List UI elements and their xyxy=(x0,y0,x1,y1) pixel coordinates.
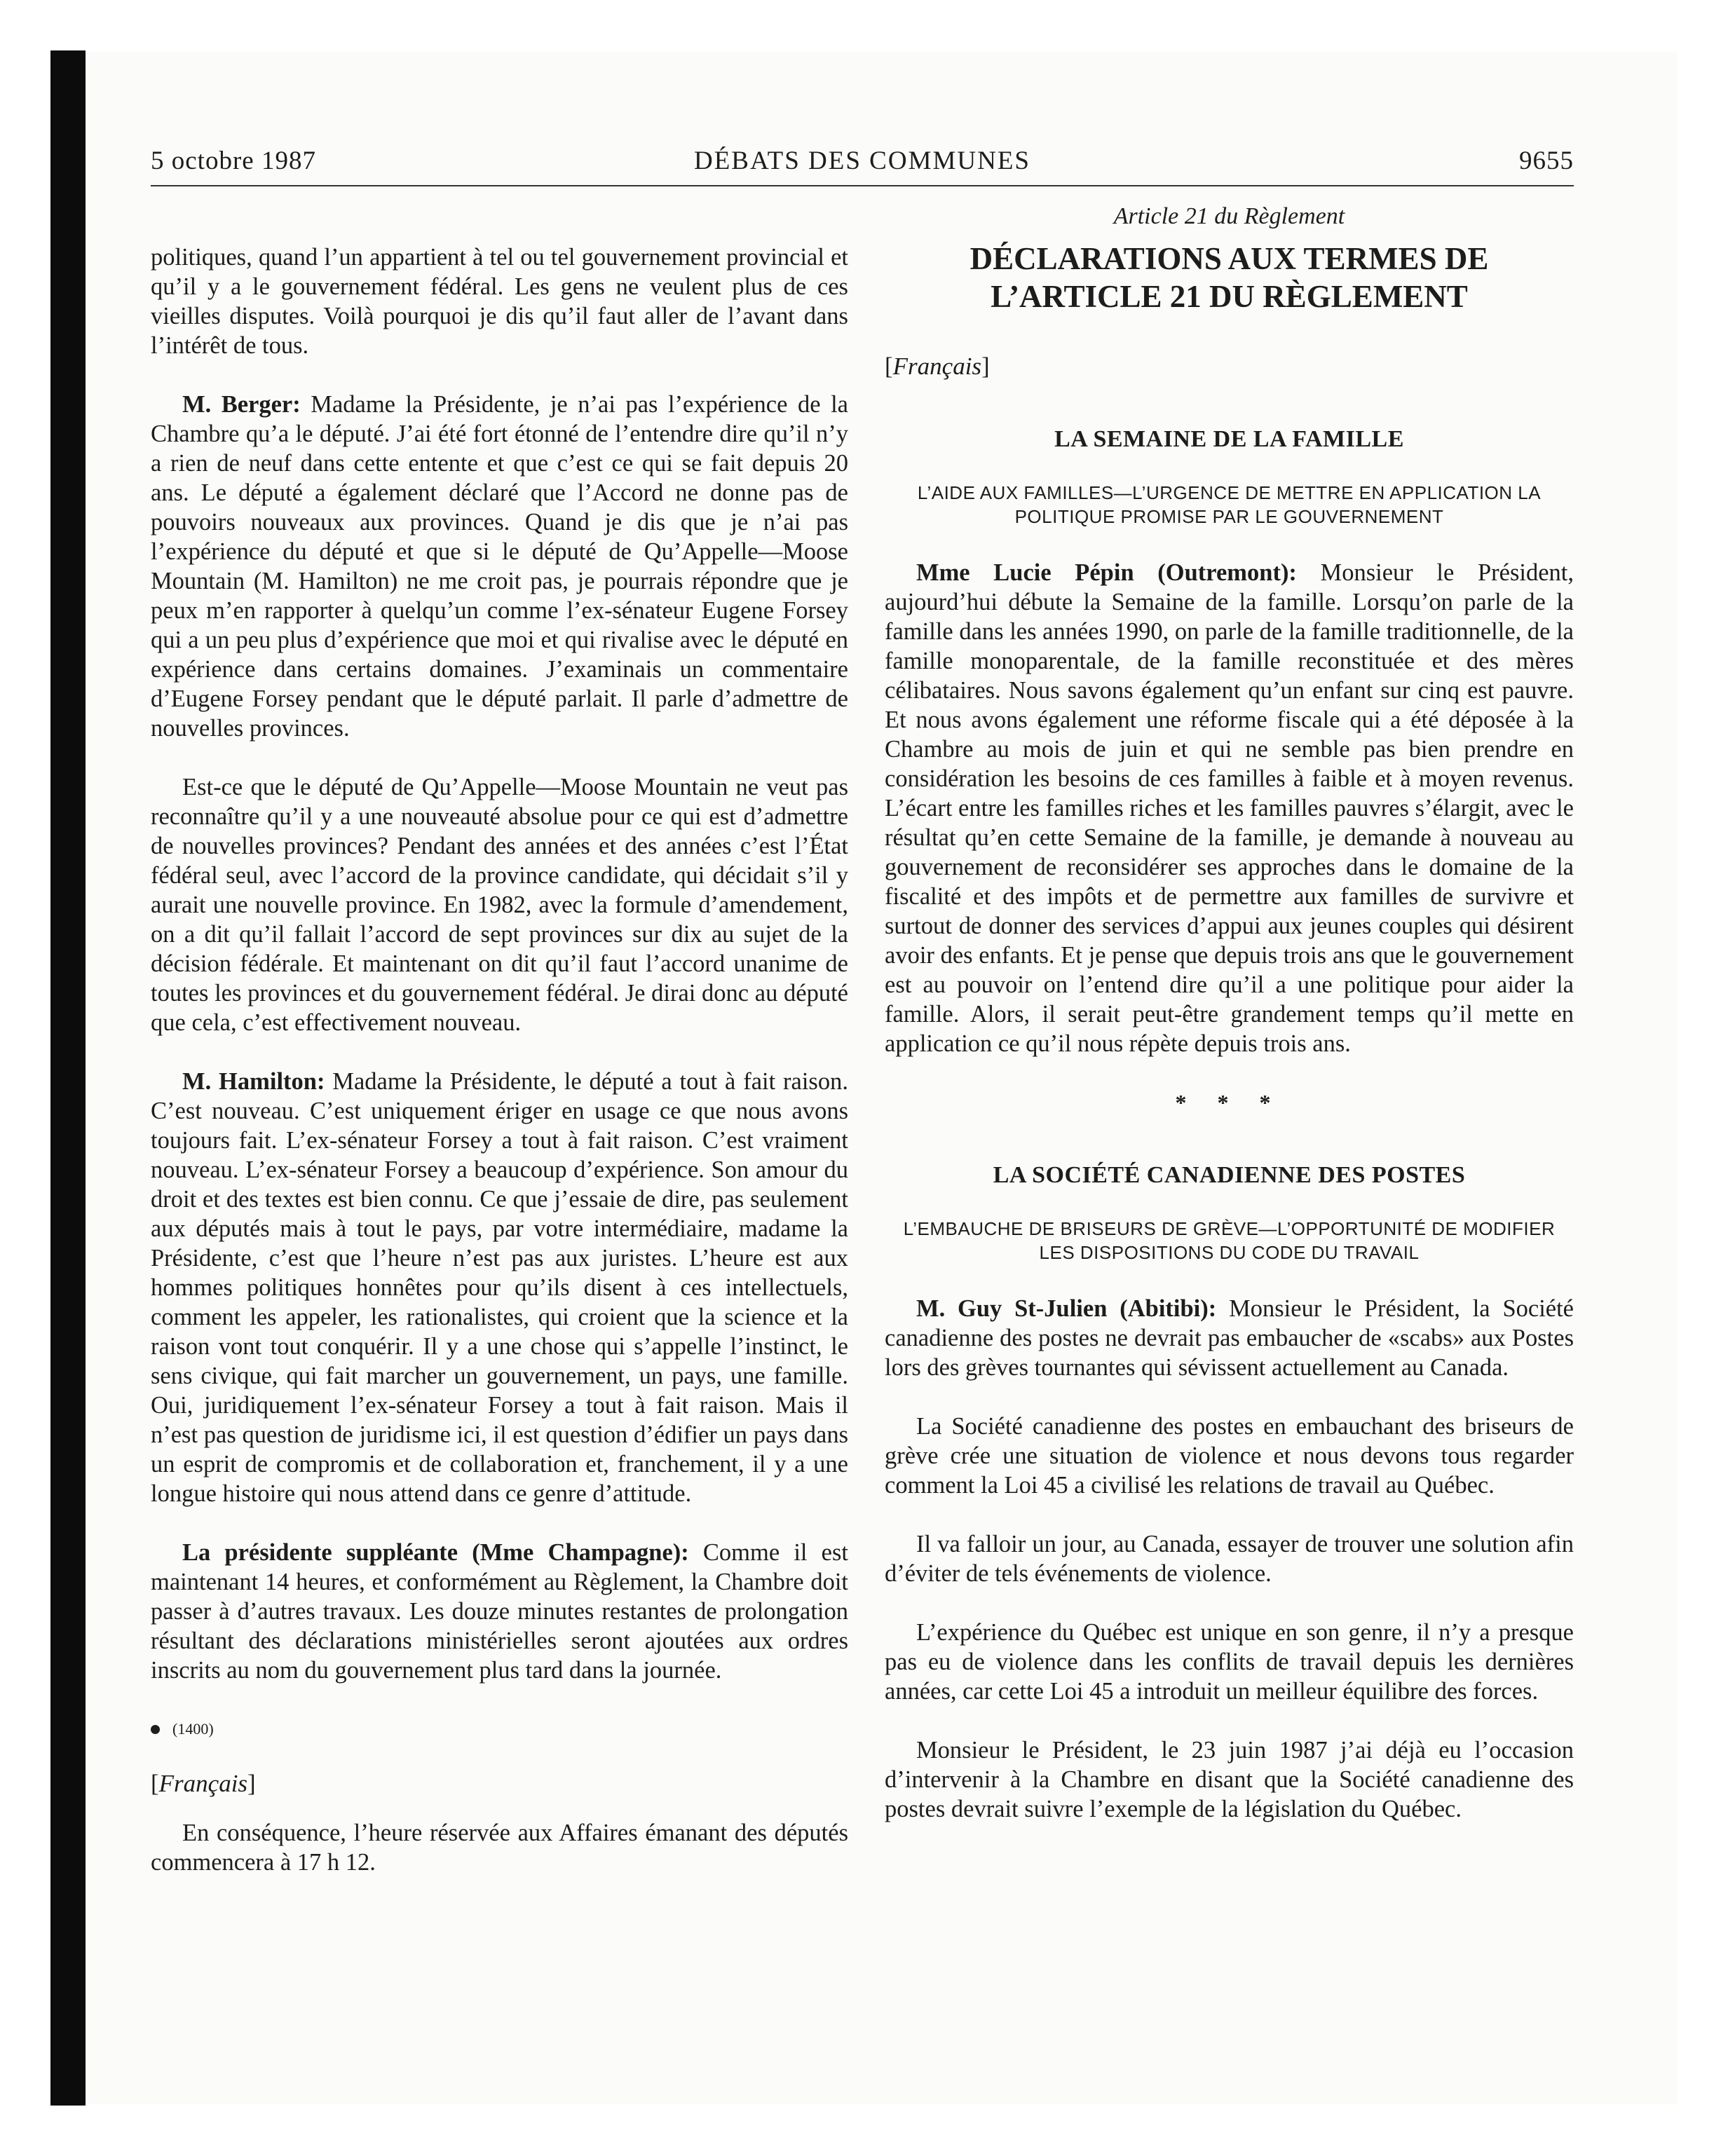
paragraph: En conséquence, l’heure réservée aux Affaires émanant des députés commencera à 17 h 12. xyxy=(151,1820,848,1876)
speaker-name: Mme Lucie Pépin (Outremont): xyxy=(916,559,1297,586)
speech-text: Madame la Présidente, je n’ai pas l’expérience de la Chambre qu’a le député. J’ai été fort étonné de l’entendre dire qu’il n’y a rien de neuf dans cette entente et que c’est ce qui se fait depuis 20 ans. Le député a également déclaré que l’Accord ne donne pas de pouvoirs nouveaux aux provinces. Quand je dis que je n’ai pas l’expérience du député et que si le député de Qu’Appelle—Moose Mountain (M. Hamilton) ne me croit pas, je pourrais répondre que je peux m’en rapporter à quelqu’un comme l’ex-sénateur Eugene Forsey qui a un peu plus d’expérience que moi et qui rivalise avec le député en expérience dans certains domaines. J’examinais un commentaire d’Eugene Forsey pendant que le député parlait. Il parle d’admettre de nouvelles provinces. xyxy=(151,391,848,742)
paragraph: Est-ce que le député de Qu’Appelle—Moose Mountain ne veut pas reconnaître qu’il y a une nouveauté absolue pour ce qui est d’admettre de nouvelles provinces? Pendant des années et des années c’est l’État fédéral seul, avec l’accord de la province candidate, qui décidait s’il y aurait une nouvelle province. En 1982, avec la formule d’amendement, on a dit qu’il fallait l’accord de sept provinces sur dix au sujet de la décision fédérale. Et maintenant on dit qu’il faut l’accord unanime de toutes les provinces et du gouvernement fédéral. Je dirai donc au député que cela, c’est effectivement nouveau. xyxy=(151,774,848,1036)
topic-title: LA SEMAINE DE LA FAMILLE xyxy=(1054,426,1404,452)
speech-text: Monsieur le Président, aujourd’hui débute la Semaine de la famille. Lorsqu’on parle de la famille dans les années 1990, on parle de la famille traditionnelle, de la famille monoparentale, de la famille reconstituée et des mères célibataires. Nous savons également qu’un enfant sur cinq est pauvre. Et nous avons également une réforme fiscale qui a été déposée à la Chambre au mois de juin et qui ne semble pas bien prendre en considération les besoins de ces familles à faible et à moyen revenus. L’écart entre les familles riches et les familles pauvres s’élargit, avec le résultat qu’en cette Semaine de la famille, je demande à nouveau au gouvernement de reconsidérer ses approches dans le domaine de la fiscalité et des impôts et de permettre aux familles de survivre et surtout de donner des services d’appui aux jeunes couples qui désirent avoir des enfants. Et je pense que depuis trois ans que le gouvernement est au pouvoir on l’entend dire qu’il a une politique pour aider la famille. Alors, il serait peut-être grandement temps qu’il mette en application ce qu’il nous répète depuis trois ans. xyxy=(885,559,1574,1057)
paragraph: politiques, quand l’un appartient à tel ou tel gouvernement provincial et qu’il y a le gouvernement fédéral. Les gens ne veulent plus de ces vieilles disputes. Voilà pourquoi je dis qu’il faut aller de l’avant dans l’intérêt de tous. xyxy=(151,244,848,359)
paragraph: L’expérience du Québec est unique en son genre, il n’y a presque pas eu de violence dans les conflits de travail depuis les dernières années, car cette Loi 45 a introduit un meilleur équilibre des forces. xyxy=(885,1619,1574,1705)
speaker-name: M. Berger: xyxy=(182,391,301,418)
right-column xyxy=(885,202,1574,1853)
speaker-name: M. Guy St-Julien (Abitibi): xyxy=(916,1295,1217,1322)
topic-title: LA SOCIÉTÉ CANADIENNE DES POSTES xyxy=(993,1162,1466,1188)
time-marker xyxy=(151,1714,848,1744)
speech-hamilton xyxy=(151,1067,848,1508)
speech-st-julien xyxy=(885,1294,1574,1382)
speech-text: Monsieur le Président, la Société canadienne des postes ne devrait pas embaucher de «scabs» aux Postes lors des grèves tournantes qui sévissent actuellement au Canada. xyxy=(885,1295,1574,1381)
language-tag: [Français] xyxy=(151,1770,256,1797)
topic-subtitle: L’AIDE AUX FAMILLES—L’URGENCE DE METTRE EN APPLICATION LA POLITIQUE PROMISE PAR LE GOUVERNEMENT xyxy=(917,482,1542,527)
header-page-number: 9655 xyxy=(1519,146,1574,175)
speech-text: Madame la Présidente, le député a tout à fait raison. C’est nouveau. C’est uniquement ériger en usage ce que nous avons toujours fait. L’ex-sénateur Forsey a tout à fait raison. C’est vraiment nouveau. L’ex-sénateur Forsey a beaucoup d’expérience. Son amour du droit et des textes est bien connu. Ce que j’essaie de dire, pas seulement aux députés mais à tout le pays, par votre intermédiaire, madame la Présidente, c’est que l’heure n’est pas aux juristes. L’heure est aux hommes politiques honnêtes pour qu’ils disent à ces intellectuels, comment les appeler, les rationalistes, qui croient que la science et la raison vont tout conquérir. Il y a une chose qui s’appelle l’instinct, le sens civique, qui fait marcher un gouvernement, un pays, une famille. Oui, juridiquement l’ex-sénateur Forsey a tout à fait raison. Mais il n’est pas question de juridisme ici, il est question d’édifier un pays dans un esprit de compromis et de collaboration et, franchement, il y a une longue histoire qui nous attend dans ce genre d’attitude. xyxy=(151,1068,848,1507)
speech-presidente xyxy=(151,1538,848,1685)
language-tag-text: Français xyxy=(158,1770,248,1797)
speech-berger xyxy=(151,390,848,743)
article-reference: Article 21 du Règlement xyxy=(1113,203,1345,229)
left-column xyxy=(151,243,848,1906)
paragraph: Monsieur le Président, le 23 juin 1987 j’ai déjà eu l’occasion d’intervenir à la Chambre en disant que la Société canadienne des postes devrait suivre l’exemple de la législation du Québec. xyxy=(885,1737,1574,1822)
bullet-icon xyxy=(151,1725,160,1734)
speech-text: Comme il est maintenant 14 heures, et conformément au Règlement, la Chambre doit passer à d’autres travaux. Les douze minutes restantes de prolongation résultant des déclarations ministérielles seront ajoutées aux ordres inscrits au nom du gouvernement plus tard dans la journée. xyxy=(151,1539,848,1684)
paragraph: Il va falloir un jour, au Canada, essayer de trouver une solution afin d’éviter de tels événements de violence. xyxy=(885,1531,1574,1587)
section-separator: * * * xyxy=(1175,1090,1284,1115)
time-marker-text: (1400) xyxy=(172,1720,214,1738)
header-publication: DÉBATS DES COMMUNES xyxy=(693,146,1030,175)
topic-subtitle: L’EMBAUCHE DE BRISEURS DE GRÈVE—L’OPPORTUNITÉ DE MODIFIER LES DISPOSITIONS DU CODE DU TRAVAIL xyxy=(903,1218,1556,1263)
speech-pepin xyxy=(885,558,1574,1058)
speaker-name: La présidente suppléante (Mme Champagne): xyxy=(182,1539,689,1566)
language-tag-text: Français xyxy=(892,353,982,380)
paragraph: La Société canadienne des postes en embauchant des briseurs de grève crée une situation de violence et nous devons tous regarder comment la Loi 45 a civilisé les relations de travail au Québec. xyxy=(885,1413,1574,1499)
speaker-name: M. Hamilton: xyxy=(182,1068,325,1095)
scan-edge xyxy=(50,50,86,2106)
page-header xyxy=(151,146,1574,186)
section-heading: DÉCLARATIONS AUX TERMES DE L’ARTICLE 21 DU RÈGLEMENT xyxy=(969,241,1489,314)
language-tag: [Français] xyxy=(885,353,990,380)
header-date: 5 octobre 1987 xyxy=(151,146,316,175)
